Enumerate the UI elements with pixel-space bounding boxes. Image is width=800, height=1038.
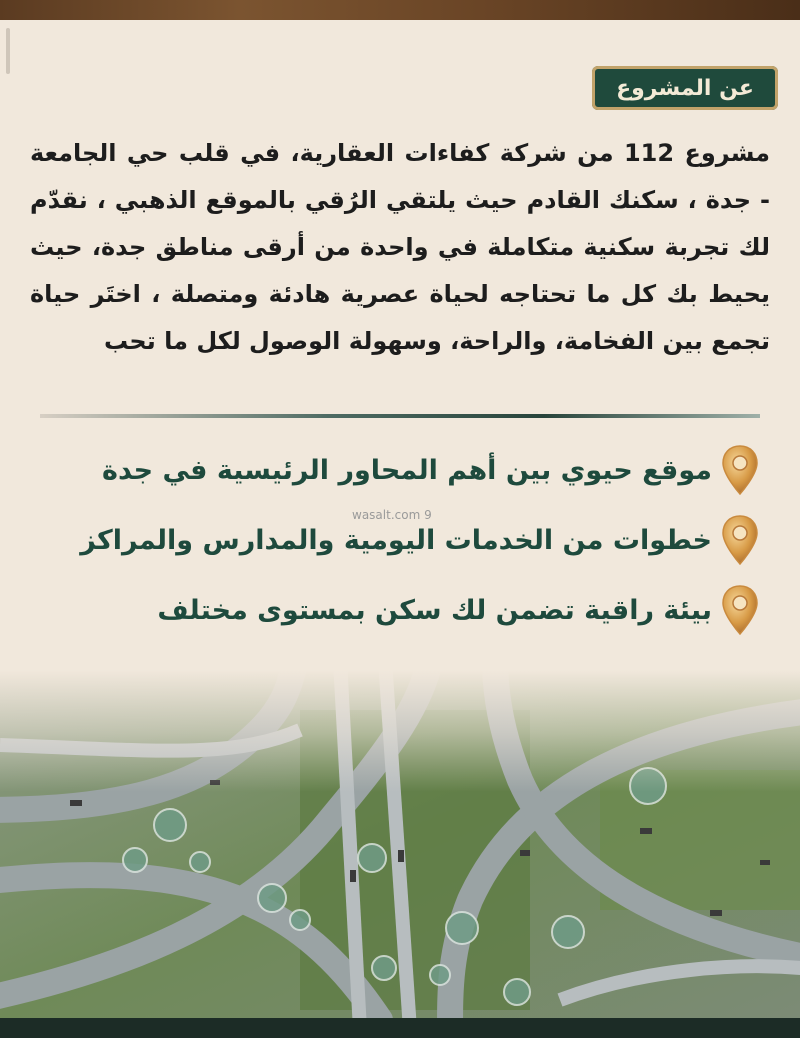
location-pin-icon: [720, 444, 760, 496]
feature-text: بيئة راقية تضمن لك سكن بمستوى مختلف: [157, 594, 712, 626]
header-image-strip: [0, 0, 800, 20]
watermark: wasalt.com 9: [352, 508, 432, 522]
feature-text: موقع حيوي بين أهم المحاور الرئيسية في جدة: [102, 454, 712, 486]
bottom-bar: [0, 1018, 800, 1038]
highway-interchange-image: [0, 670, 800, 1018]
feature-item: [80, 515, 760, 565]
feature-item: [157, 585, 760, 635]
divider: [40, 414, 760, 418]
scrollbar[interactable]: [6, 28, 10, 74]
feature-item: [102, 445, 760, 495]
section-title-badge: [592, 66, 778, 110]
feature-text: خطوات من الخدمات اليومية والمدارس والمراكز: [80, 524, 712, 556]
project-description: مشروع 112 من شركة كفاءات العقارية، في قلب حي الجامعة - جدة ، سكنك القادم حيث يلتقي الرُقي بالموقع الذهبي ، نقدّم لك تجربة سكنية متكاملة في واحدة من أرقى مناطق جدة، حيث يحيط بك كل ما تحتاجه لحياة عصرية هادئة ومتصلة ، اختَر حياة تجمع بين الفخامة، والراحة، وسهولة الوصول لكل ما تحب: [30, 139, 770, 355]
location-pin-icon: [720, 514, 760, 566]
location-pin-icon: [720, 584, 760, 636]
section-title: عن المشروع: [616, 75, 754, 101]
